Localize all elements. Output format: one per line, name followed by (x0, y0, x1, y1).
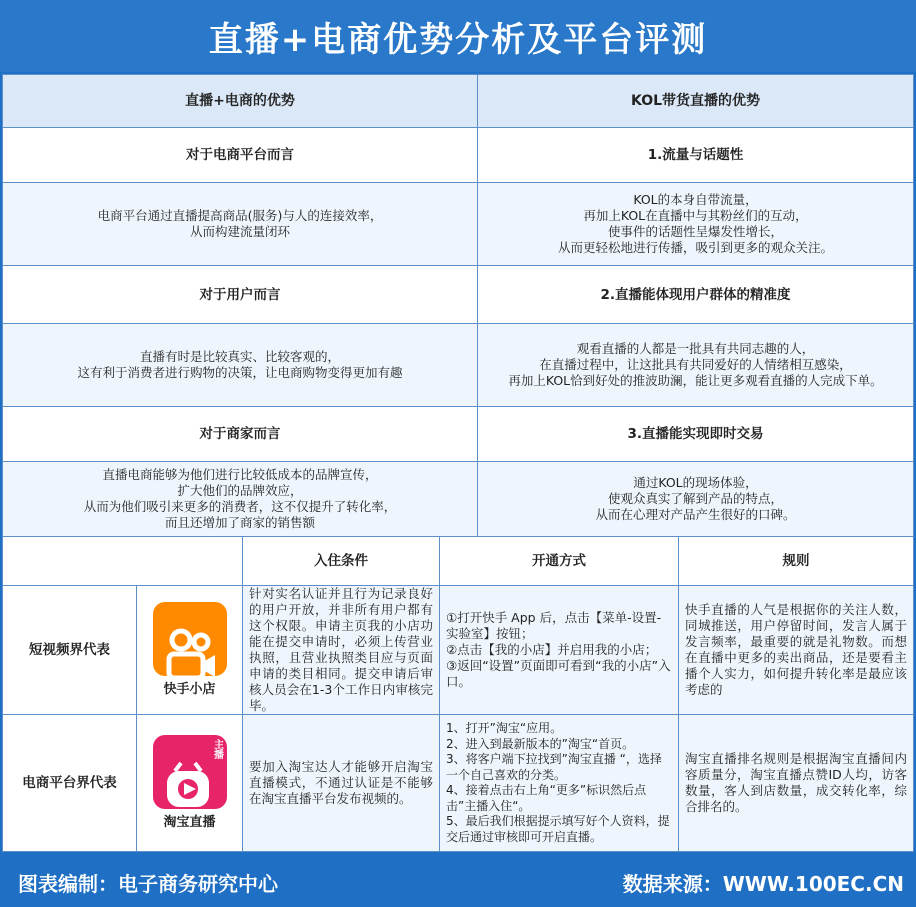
header-left: 直播+电商的优势 (2, 74, 478, 128)
header-right: KOL带货直播的优势 (477, 74, 914, 128)
platform-col-rules: 规则 (678, 536, 914, 586)
footer-source: 数据来源：WWW.100EC.CN (622, 872, 904, 896)
platform-row-1-condition: 针对实名认证并且行为记录良好的用户开放，并非所有用户都有这个权限。申请主页我的小店功能在提交申请时，必须上传营业执照，且营业执照类目应与页面申请的类目相同。提交申请后审核人员会在1-3个工作日内审核完毕。 (242, 585, 440, 715)
section-2-left-body: 直播有时是比较真实、比较客观的， 这有利于消费者进行购物的决策，让电商购物变得更加有趣 (2, 323, 478, 407)
platform-row-2-condition: 要加入淘宝达人才能够开启淘宝直播模式，不通过认证是不能够在淘宝直播平台发布视频的。 (242, 714, 440, 852)
taobao-live-icon (153, 735, 227, 809)
kuaishou-icon (153, 602, 227, 676)
page-title: 直播+电商优势分析及平台评测 (0, 0, 916, 72)
platform-col-method: 开通方式 (439, 536, 679, 586)
platform-row-2-category: 电商平台界代表 (2, 714, 137, 852)
platform-row-1-category: 短视频界代表 (2, 585, 137, 715)
platform-row-2-rules: 淘宝直播排名规则是根据淘宝直播间内容质量分，淘宝直播点赞ID人均，访客数量，客人到店数量，成交转化率，综合排名的。 (678, 714, 914, 852)
section-1-right-title: 1.流量与话题性 (477, 127, 914, 183)
footer (0, 854, 916, 907)
kuaishou-logo-cell (136, 585, 243, 715)
section-3-left-body: 直播电商能够为他们进行比较低成本的品牌宣传， 扩大他们的品牌效应， 从而为他们吸引来更多的消费者，这不仅提升了转化率， 而且还增加了商家的销售额 (2, 461, 478, 537)
section-2-right-title: 2.直播能体现用户群体的精准度 (477, 265, 914, 324)
section-3-right-body: 通过KOL的现场体验， 使观众真实了解到产品的特点， 从而在心理对产品产生很好的口碑。 (477, 461, 914, 537)
section-1-left-body: 电商平台通过直播提高商品(服务)与人的连接效率， 从而构建流量闭环 (2, 182, 478, 266)
section-2-right-body: 观看直播的人都是一批具有共同志趣的人， 在直播过程中，让这批具有共同爱好的人情绪相互感染， 再加上KOL恰到好处的推波助澜，能让更多观看直播的人完成下单。 (477, 323, 914, 407)
section-1-left-title: 对于电商平台而言 (2, 127, 478, 183)
section-1-right-body: KOL的本身自带流量， 再加上KOL在直播中与其粉丝们的互动， 使事件的话题性呈爆发性增长， 从而更轻松地进行传播，吸引到更多的观众关注。 (477, 182, 914, 266)
platform-row-1-method: ①打开快手 App 后，点击【菜单-设置-实验室】按钮； ②点击【我的小店】并启用我的小店； ③返回“设置”页面即可看到“我的小店”入口。 (439, 585, 679, 715)
taobao-logo (153, 735, 227, 831)
platform-header-blank (2, 536, 243, 586)
platform-col-condition: 入住条件 (242, 536, 440, 586)
comparison-sheet (2, 74, 914, 852)
kuaishou-logo (153, 602, 227, 698)
section-3-left-title: 对于商家而言 (2, 406, 478, 462)
platform-row-2-method: 1、打开”淘宝“应用。 2、进入到最新版本的”淘宝“首页。 3、将客户端下拉找到”淘宝直播 “，选择一个自己喜欢的分类。 4、接着点击右上角“更多”标识然后点击”主播入住“。 5、最后我们根据提示填写好个人资料，提交后通过审核即可开启直播。 (439, 714, 679, 852)
anchor-badge: 主播 (211, 739, 223, 759)
footer-credit: 图表编制：电子商务研究中心 (18, 872, 278, 896)
taobao-logo-cell (136, 714, 243, 852)
section-3-right-title: 3.直播能实现即时交易 (477, 406, 914, 462)
platform-row-1-rules: 快手直播的人气是根据你的关注人数，同城推送，用户停留时间，发言人属于发言频率，最重要的就是礼物数。而想在直播中更多的卖出商品，还是要看主播个人实力，如何提升转化率是最应该考虑的 (678, 585, 914, 715)
section-2-left-title: 对于用户而言 (2, 265, 478, 324)
